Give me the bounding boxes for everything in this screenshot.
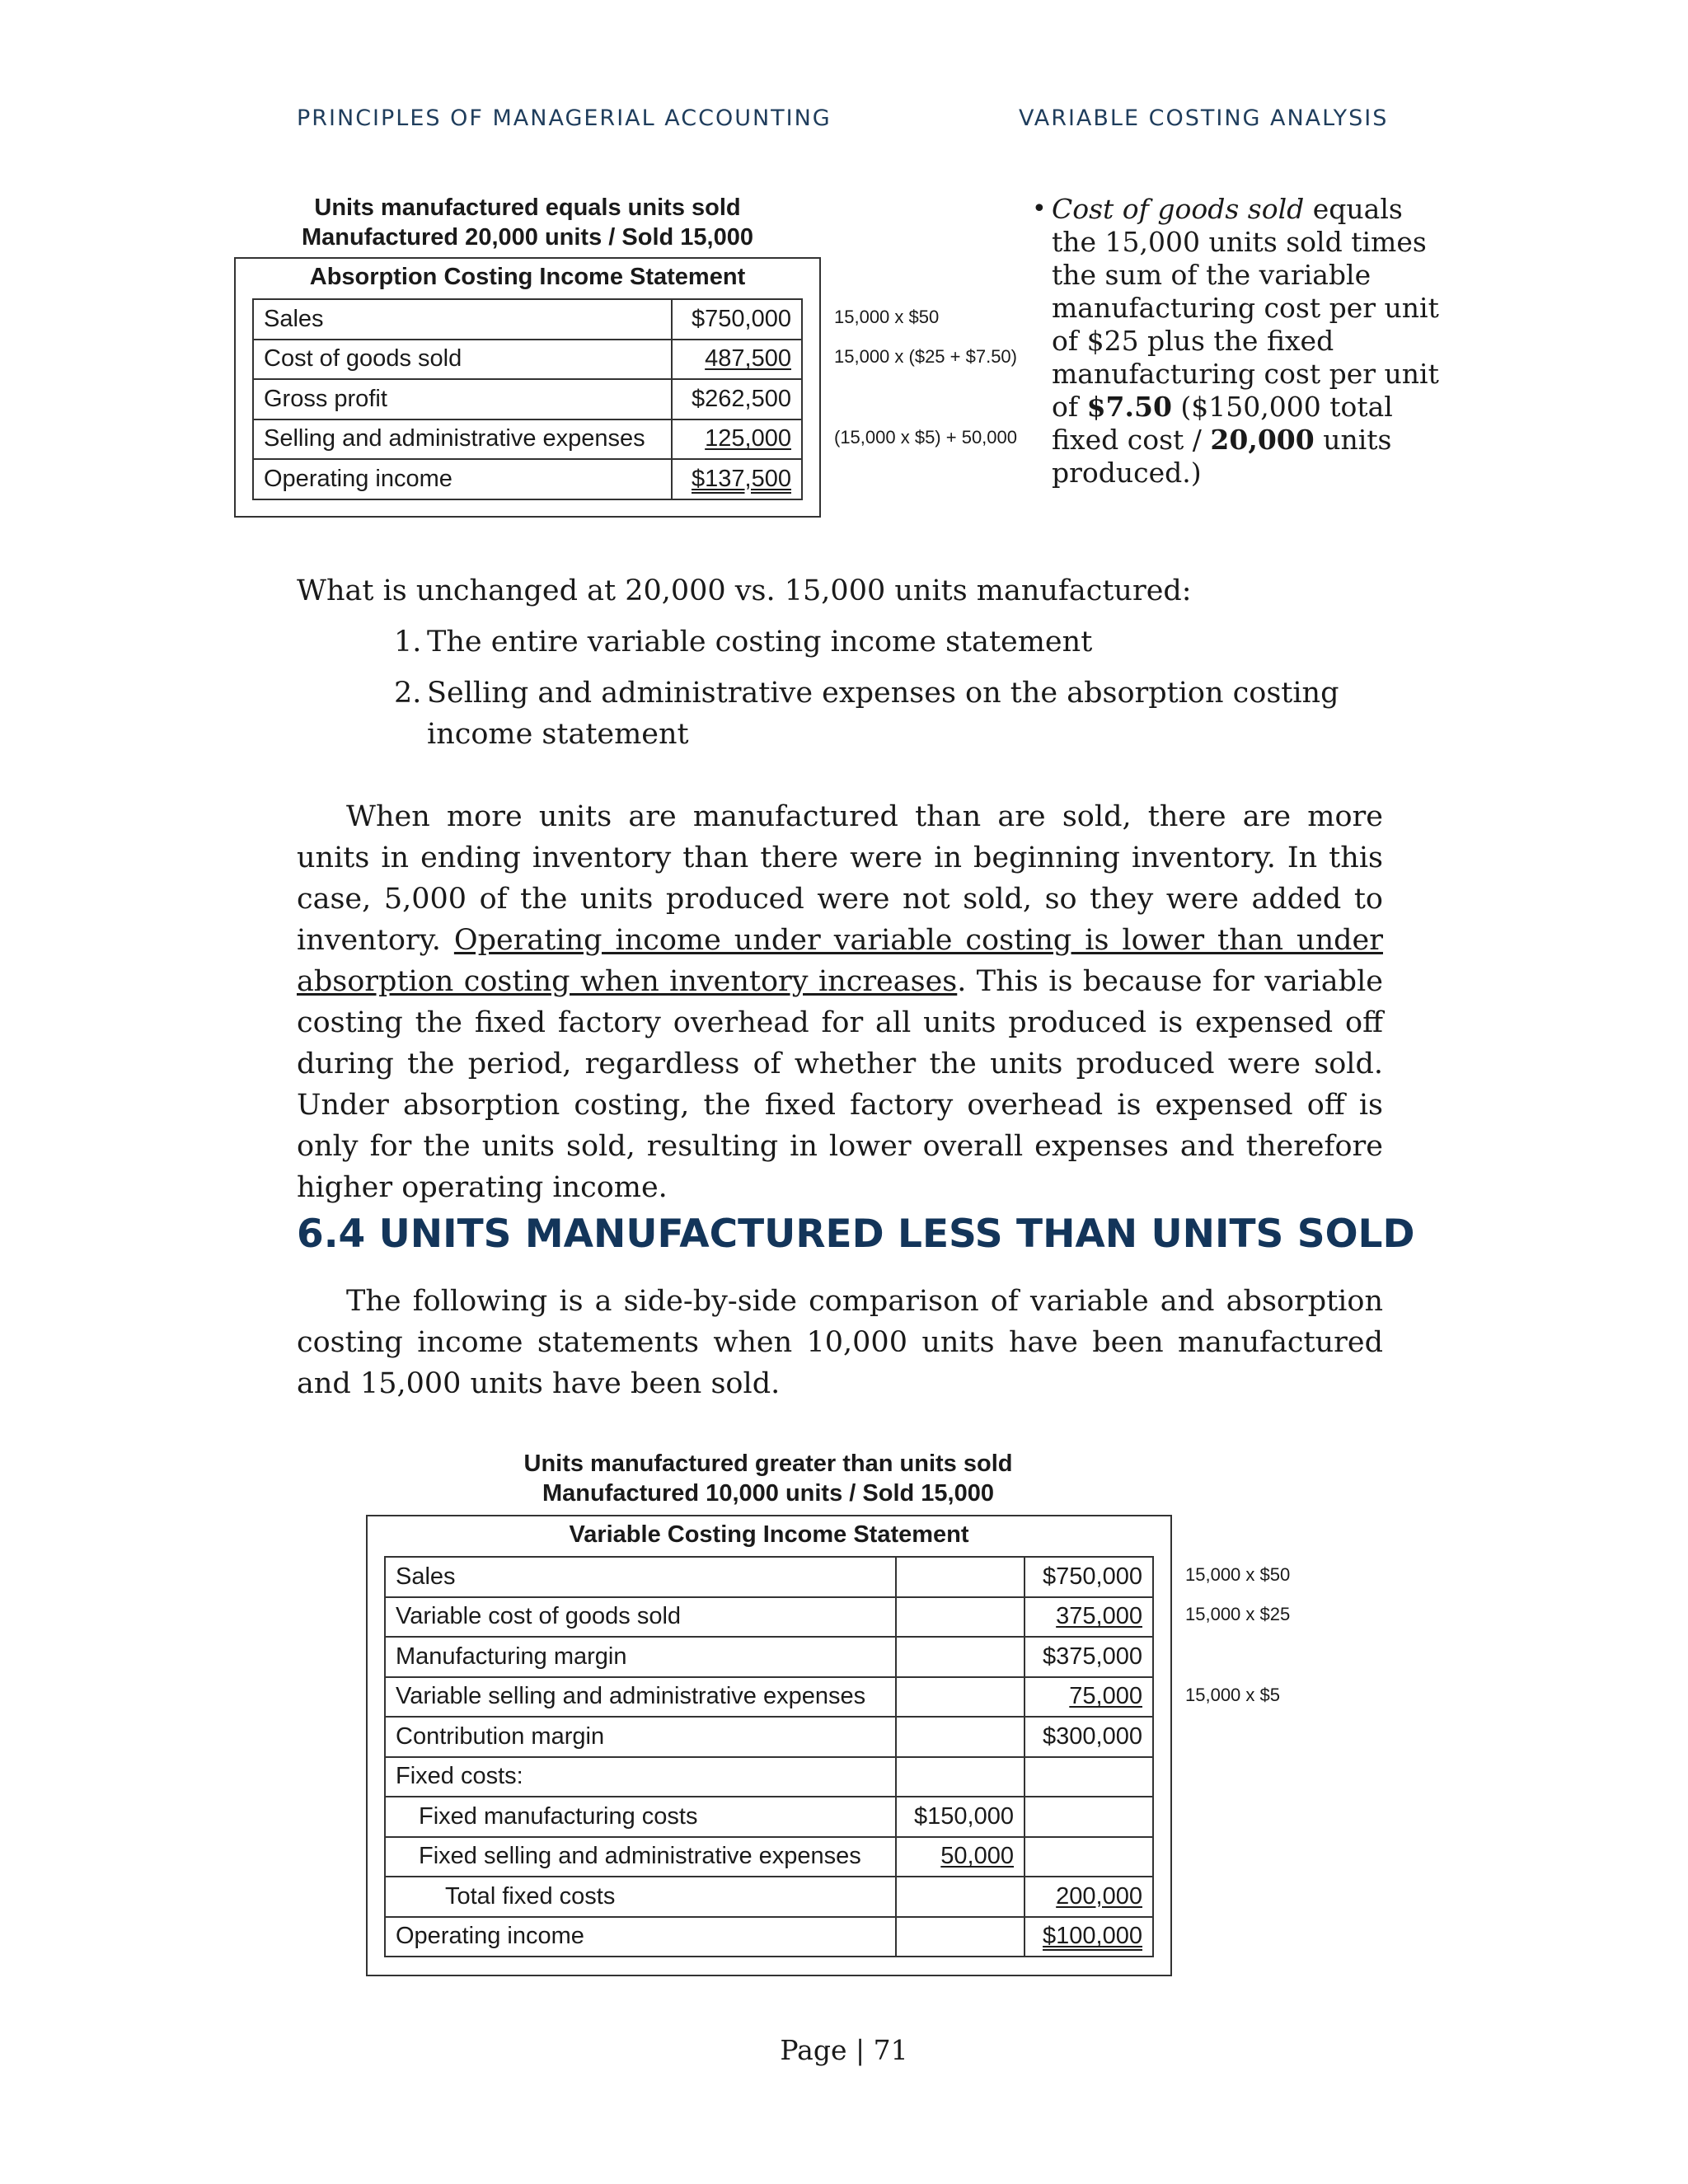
row-mid-value	[896, 1917, 1025, 1957]
table-row	[253, 299, 802, 340]
paragraph-text: . This is because for variable costing the fixed factory overhead for all units produced is expensed off during the period, regardless of whether the units produced were sold. Under absorption costing, the fixed factory overhead is expensed off is only for the units sold, resulting in lower overall expenses and therefore higher operating income.	[297, 965, 1383, 1204]
row-label: Manufacturing margin	[385, 1637, 896, 1677]
row-label: Cost of goods sold	[253, 340, 672, 380]
row-mid-value	[896, 1677, 1025, 1718]
row-value: 375,000	[1056, 1603, 1142, 1630]
absorption-income-table	[252, 298, 803, 500]
calc-note: 15,000 x ($25 + $7.50)	[834, 346, 1017, 367]
table-row	[253, 340, 802, 380]
table-row	[385, 1917, 1153, 1957]
figure2-title-line2: Manufactured 10,000 units / Sold 15,000	[542, 1480, 994, 1507]
row-label: Fixed manufacturing costs	[385, 1797, 896, 1837]
variable-income-table	[384, 1556, 1154, 1957]
row-mid-value	[896, 1717, 1025, 1757]
row-label: Operating income	[253, 459, 672, 499]
figure1-title	[234, 193, 821, 252]
list-number: 1.	[394, 626, 422, 658]
row-mid-value	[896, 1757, 1025, 1797]
row-label: Selling and administrative expenses	[253, 419, 672, 460]
bullet-icon: •	[1032, 194, 1047, 223]
section-heading: 6.4 UNITS MANUFACTURED LESS THAN UNITS SOLD	[297, 1212, 1415, 1257]
row-value	[1025, 1757, 1153, 1797]
unchanged-intro: What is unchanged at 20,000 vs. 15,000 units manufactured:	[297, 574, 1192, 607]
row-value: $750,000	[672, 299, 802, 340]
row-value: $262,500	[672, 379, 802, 419]
figure1-title-line2: Manufactured 20,000 units / Sold 15,000	[302, 224, 753, 251]
row-mid-value: $150,000	[896, 1797, 1025, 1837]
table-row	[385, 1717, 1153, 1757]
table-row	[385, 1557, 1153, 1597]
bullet-bold-text: 20,000	[1210, 424, 1315, 456]
row-mid-value	[896, 1557, 1025, 1597]
row-value: 75,000	[1069, 1683, 1142, 1710]
bullet-text: equals the 15,000 units sold times the sum of the variable manufacturing cost per unit of $25 plus the fixed manufacturing cost per unit of	[1052, 193, 1439, 423]
running-header-left: PRINCIPLES OF MANAGERIAL ACCOUNTING	[297, 105, 832, 131]
table-row	[385, 1877, 1153, 1917]
table-row	[385, 1637, 1153, 1677]
running-header-right: VARIABLE COSTING ANALYSIS	[1019, 105, 1389, 131]
list-number: 2.	[394, 677, 422, 710]
calc-note: 15,000 x $5	[1185, 1685, 1280, 1705]
table-row	[253, 419, 802, 460]
row-label: Operating income	[385, 1917, 896, 1957]
row-value: 487,500	[705, 345, 791, 373]
figure1-title-line1: Units manufactured equals units sold	[314, 194, 741, 221]
row-label: Variable selling and administrative expenses	[385, 1677, 896, 1718]
row-label: Contribution margin	[385, 1717, 896, 1757]
row-value	[1025, 1797, 1153, 1837]
bullet-bold-text: $7.50	[1086, 391, 1172, 423]
row-value: $375,000	[1025, 1637, 1153, 1677]
table-row	[385, 1757, 1153, 1797]
section-paragraph: The following is a side-by-side comparison of variable and absorption costing income statements when 10,000 units have been manufactured and 15,000 units have been sold.	[297, 1285, 1383, 1400]
paragraph-text: When more units are manufactured than are sold, there are more units in ending inventory than there were in beginning inventory. In this case, 5,000 of the units produced were not sold, so they were added to inventory.	[297, 800, 1383, 957]
row-value: $300,000	[1025, 1717, 1153, 1757]
list-text: The entire variable costing income statement	[427, 626, 1093, 658]
table-row	[385, 1677, 1153, 1718]
row-mid-value: 50,000	[940, 1843, 1014, 1870]
cogs-explanation-bullet	[1032, 193, 1439, 490]
table-row	[253, 459, 802, 499]
row-label: Sales	[385, 1557, 896, 1597]
row-label: Fixed selling and administrative expenses	[385, 1837, 896, 1877]
figure1-statement-title: Absorption Costing Income Statement	[309, 264, 746, 290]
table-row	[385, 1837, 1153, 1877]
row-mid-value	[896, 1637, 1025, 1677]
table-row	[385, 1597, 1153, 1638]
row-value: $100,000	[1043, 1923, 1142, 1950]
figure2-title	[366, 1449, 1170, 1508]
row-value: 200,000	[1056, 1882, 1142, 1910]
row-label: Total fixed costs	[385, 1877, 896, 1917]
calc-note: 15,000 x $50	[1185, 1564, 1291, 1585]
bullet-italic-term: Cost of goods sold	[1052, 193, 1305, 225]
page-number: Page | 71	[780, 2034, 908, 2066]
bullet-text: ($150,000 total fixed cost /	[1052, 391, 1393, 456]
row-label: Sales	[253, 299, 672, 340]
row-label: Fixed costs:	[385, 1757, 896, 1797]
figure2-statement-title: Variable Costing Income Statement	[569, 1521, 969, 1548]
calc-note: (15,000 x $5) + 50,000	[834, 427, 1017, 448]
bullet-text: units produced.)	[1052, 424, 1392, 489]
row-mid-value	[896, 1877, 1025, 1917]
row-value: $137,500	[692, 465, 791, 492]
paragraph-underlined-text: Operating income under variable costing is lower than under absorption costing when inventory increases	[297, 924, 1383, 998]
row-value: $750,000	[1025, 1557, 1153, 1597]
row-value: 125,000	[705, 425, 791, 452]
row-value	[1025, 1837, 1153, 1877]
row-mid-value	[896, 1597, 1025, 1638]
calc-note: 15,000 x $25	[1185, 1604, 1291, 1624]
figure2-title-line1: Units manufactured greater than units sold	[523, 1451, 1013, 1477]
row-label: Gross profit	[253, 379, 672, 419]
table-row	[253, 379, 802, 419]
list-text: Selling and administrative expenses on the absorption costing income statement	[427, 677, 1339, 751]
table-row	[385, 1797, 1153, 1837]
row-label: Variable cost of goods sold	[385, 1597, 896, 1638]
calc-note: 15,000 x $50	[834, 307, 940, 327]
inventory-paragraph	[297, 796, 1383, 1208]
